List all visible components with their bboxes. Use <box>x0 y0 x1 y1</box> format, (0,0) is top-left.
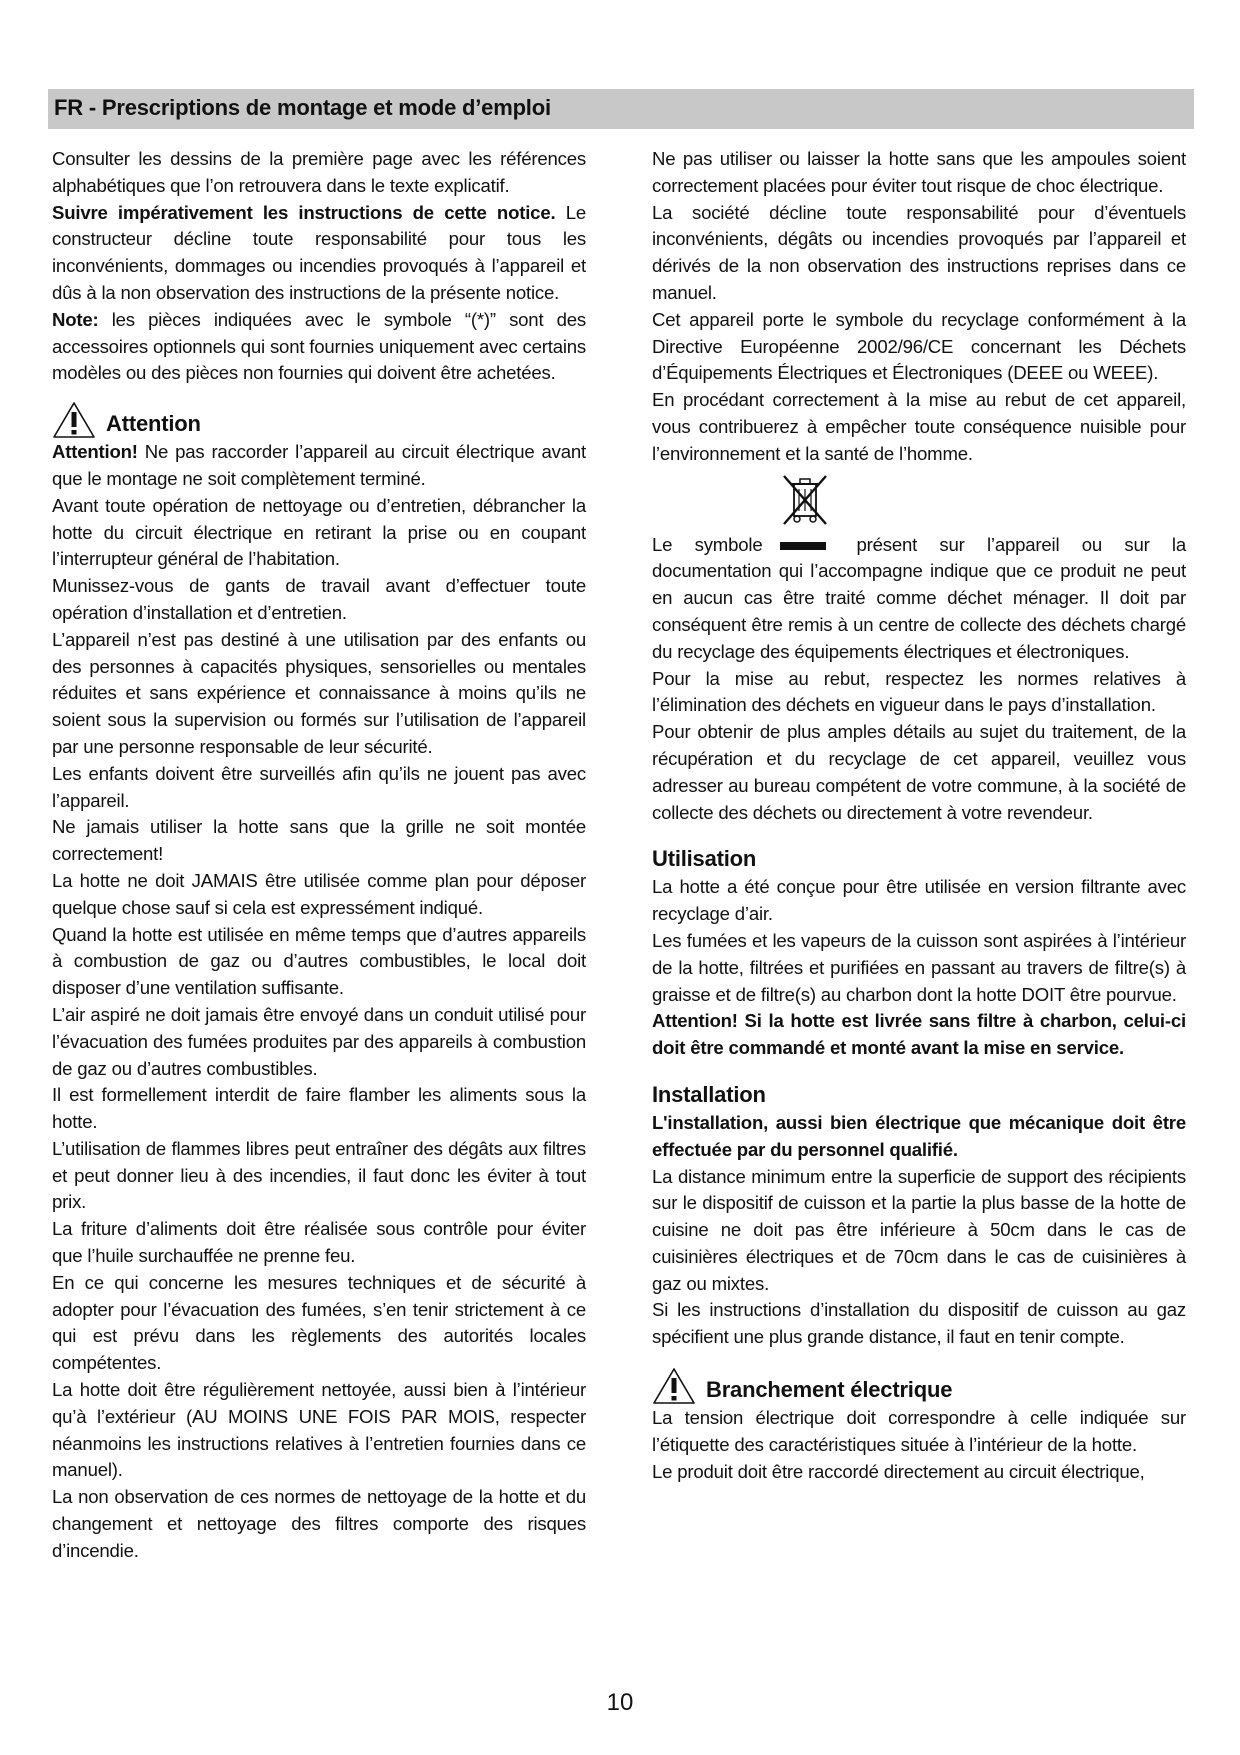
paragraph: Munissez-vous de gants de travail avant d’effectuer toute opération d’installation et d’entretien. <box>52 575 586 623</box>
section-title: FR - Prescriptions de montage et mode d’emploi <box>54 95 551 120</box>
paragraph: La hotte ne doit JAMAIS être utilisée comme plan pour déposer quelque chose sauf si cela est expressément indiqué. <box>52 869 586 918</box>
weee-bar-symbol <box>780 542 826 550</box>
paragraph: La distance minimum entre la superficie de support des récipients sur le dispositif de cuisson et la partie la plus basse de la hotte de cuisine ne doit pas être inférieure à 50cm dans le cas de cuisinières électriques et de 70cm dans le cas de cuisinières à gaz ou mixtes. <box>652 1165 1186 1294</box>
paragraph: Le symbole présent sur l’appareil ou sur la documentation qui l’accompagne indique que ce produit ne peut en aucun cas être traité comme déchet ménager. Il doit par conséquent être remis à un centre de collecte des déchets chargé du recyclage des équipements électriques et électroniques. <box>652 533 1186 662</box>
paragraph: Il est formellement interdit de faire flamber les aliments sous la hotte. <box>52 1084 586 1133</box>
paragraph: Pour obtenir de plus amples détails au sujet du traitement, de la récupération et du recyclage de cet appareil, veuillez vous adresser au bureau compétent de votre commune, à la société de collecte des déchets ou directement à votre revendeur. <box>652 721 1186 823</box>
section-header-bar <box>48 89 1194 129</box>
heading-text: Branchement électrique <box>706 1377 953 1403</box>
heading-text: Attention <box>106 411 201 437</box>
paragraph: Consulter les dessins de la première page avec les références alphabétiques que l’on retrouvera dans le texte explicatif. <box>52 148 586 196</box>
paragraph: Pour la mise au rebut, respectez les normes relatives à l’élimination des déchets en vigueur dans le pays d’installation. <box>652 667 1186 716</box>
bold-text: Attention! Si la hotte est livrée sans filtre à charbon, celui-ci doit être commandé et monté avant la mise en service. <box>652 1010 1186 1059</box>
bold-text: Attention! <box>52 441 138 463</box>
attention-heading <box>52 401 586 439</box>
left-column <box>52 146 586 1565</box>
paragraph: L’air aspiré ne doit jamais être envoyé dans un conduit utilisé pour l’évacuation des fumées produites par des appareils à combustion de gaz ou d’autres combustibles. <box>52 1003 586 1079</box>
paragraph: Les fumées et les vapeurs de la cuisson sont aspirées à l’intérieur de la hotte, filtrées et purifiées en passant au travers de filtre(s) à graisse et de filtre(s) au charbon dont la hotte DOIT être pourvue. <box>652 929 1186 1005</box>
paragraph <box>652 1110 1186 1164</box>
bold-text: Suivre impérativement les instructions de cette notice. <box>52 201 556 223</box>
paragraph: Cet appareil porte le symbole du recyclage conformément à la Directive Européenne 2002/96/CE concernant les Déchets d’Équipements Électriques et Électroniques (DEEE ou WEEE). <box>652 308 1186 384</box>
paragraph: La hotte doit être régulièrement nettoyée, aussi bien à l’intérieur qu’à l’extérieur (AU MOINS UNE FOIS PAR MOIS, respecter néanmoins les instructions relatives à l’entretien fournies dans ce manuel). <box>52 1379 586 1481</box>
paragraph: Note: les pièces indiquées avec le symbole “(*)” sont des accessoires optionnels qui sont fournies uniquement avec certains modèles ou des pièces non fournies qui doivent être achetées. <box>52 308 586 384</box>
right-column <box>652 146 1186 1485</box>
paragraph: Le produit doit être raccordé directement au circuit électrique, <box>652 1460 1145 1482</box>
paragraph: Attention! Ne pas raccorder l’appareil au circuit électrique avant que le montage ne soit complètement terminé. <box>52 441 586 489</box>
paragraph: Ne jamais utiliser la hotte sans que la grille ne soit montée correctement! <box>52 816 586 865</box>
weee-symbol-area <box>652 468 1186 530</box>
warning-triangle-icon <box>652 1367 696 1405</box>
utilisation-heading: Utilisation <box>652 846 757 872</box>
paragraph: En ce qui concerne les mesures techniques et de sécurité à adopter pour l’évacuation des fumées, s’en tenir strictement à ce qui est prévu dans les règlements des autorités locales compétentes. <box>52 1271 586 1374</box>
paragraph: Les enfants doivent être surveillés afin qu’ils ne jouent pas avec l’appareil. <box>52 762 586 811</box>
paragraph: La hotte a été conçue pour être utilisée en version filtrante avec recyclage d’air. <box>652 876 1186 925</box>
paragraph: Quand la hotte est utilisée en même temps que d’autres appareils à combustion de gaz ou d’autres combustibles, le local doit disposer d’une ventilation suffisante. <box>52 923 586 999</box>
paragraph: La friture d’aliments doit être réalisée sous contrôle pour éviter que l’huile surchauffée ne prenne feu. <box>52 1218 586 1267</box>
paragraph: Suivre impérativement les instructions de cette notice. Le constructeur décline toute responsabilité pour tous les inconvénients, dommages ou incendies provoqués à l’appareil et dûs à la non observation des instructions de la présente notice. <box>52 201 586 303</box>
crossed-bin-icon <box>778 472 834 528</box>
paragraph: L’utilisation de flammes libres peut entraîner des dégâts aux filtres et peut donner lieu à des incendies, il faut donc les éviter à tout prix. <box>52 1137 586 1213</box>
bold-text: L'installation, aussi bien électrique que mécanique doit être effectuée par du personnel qualifié. <box>652 1111 1186 1160</box>
paragraph: La non observation de ces normes de nettoyage de la hotte et du changement et nettoyage des filtres comporte des risques d’incendie. <box>52 1486 586 1561</box>
bold-text: Note: <box>52 308 99 330</box>
paragraph: Ne pas utiliser ou laisser la hotte sans que les ampoules soient correctement placées pour éviter tout risque de choc électrique. <box>652 148 1186 196</box>
paragraph: La société décline toute responsabilité pour d’éventuels inconvénients, dégâts ou incendies provoqués par l’appareil et dérivés de la non observation des instructions reprises dans ce manuel. <box>652 201 1186 303</box>
warning-triangle-icon <box>52 401 96 439</box>
paragraph: En procédant correctement à la mise au rebut de cet appareil, vous contribuerez à empêcher toute conséquence nuisible pour l’environnement et la santé de l’homme. <box>652 389 1186 464</box>
paragraph: L’appareil n’est pas destiné à une utilisation par des enfants ou des personnes à capacités physiques, sensorielles ou mentales réduites et sans expérience et connaissance à moins qu’ils ne soient sous la supervision ou formés sur l’utilisation de l’appareil par une personne responsable de leur sécurité. <box>52 628 586 757</box>
paragraph: La tension électrique doit correspondre à celle indiquée sur l’étiquette des caractéristiques située à l’intérieur de la hotte. <box>652 1407 1186 1455</box>
paragraph: Avant toute opération de nettoyage ou d’entretien, débrancher la hotte du circuit électrique en retirant la prise ou en coupant l’interrupteur général de l’habitation. <box>52 494 586 570</box>
page-number: 10 <box>606 1689 634 1716</box>
branchement-heading <box>652 1367 1186 1405</box>
installation-heading: Installation <box>652 1081 766 1107</box>
paragraph <box>652 1008 1186 1062</box>
paragraph: Si les instructions d’installation du dispositif de cuisson au gaz spécifient une plus grande distance, il faut en tenir compte. <box>652 1299 1186 1348</box>
